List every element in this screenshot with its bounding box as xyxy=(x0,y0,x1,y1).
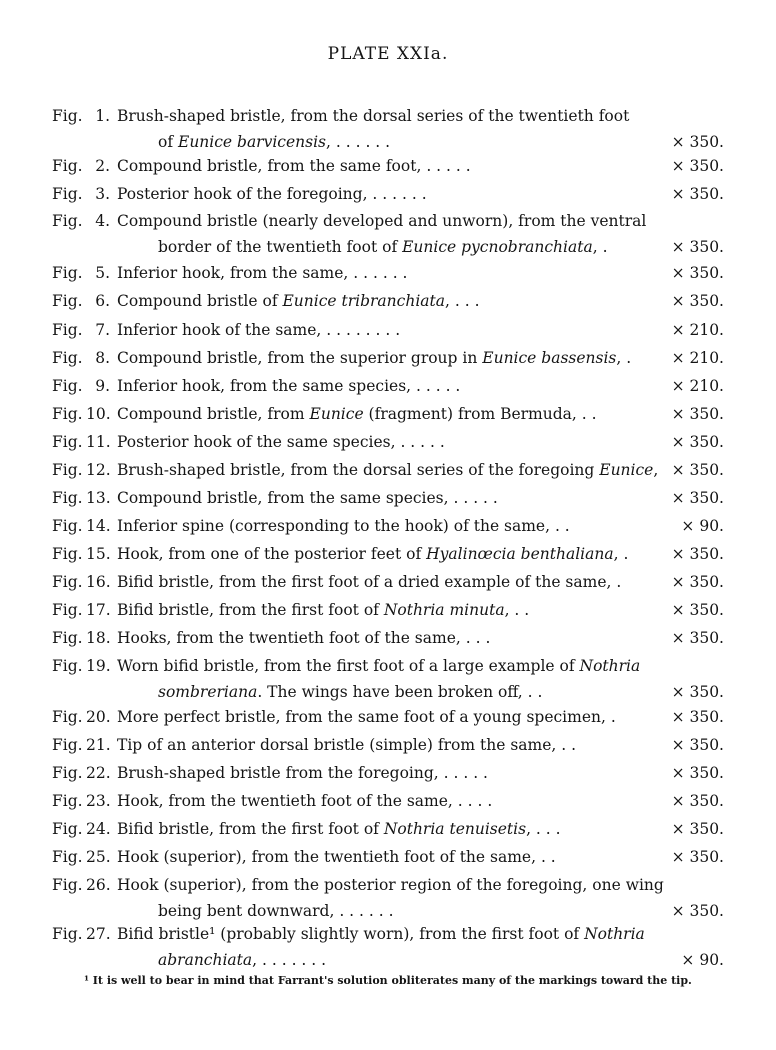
fig-description: Hook (superior), from the posterior region of the foregoing, one wing xyxy=(117,876,664,894)
fig-label: Fig. xyxy=(52,657,83,675)
fig-label: Fig. xyxy=(52,157,83,175)
fig-magnification: × 350. xyxy=(671,708,724,726)
fig-description-continued: of Eunice barvicensis, . . . . . . xyxy=(158,133,391,151)
fig-number: 3. xyxy=(95,185,110,203)
fig-label: Fig. xyxy=(52,489,83,507)
fig-number: 18. xyxy=(86,629,111,647)
fig-number: 24. xyxy=(86,820,111,838)
fig-number: 12. xyxy=(86,461,111,479)
fig-label: Fig. xyxy=(52,792,83,810)
fig-magnification: × 350. xyxy=(671,848,724,866)
fig-magnification: × 350. xyxy=(671,764,724,782)
fig-label: Fig. xyxy=(52,629,83,647)
fig-magnification: × 210. xyxy=(671,377,724,395)
fig-magnification: × 210. xyxy=(671,321,724,339)
fig-magnification: × 350. xyxy=(671,902,724,920)
fig-description: Bifid bristle, from the first foot of Nothria tenuisetis, . . . xyxy=(117,820,561,838)
fig-label: Fig. xyxy=(52,517,83,535)
fig-label: Fig. xyxy=(52,764,83,782)
fig-magnification: × 350. xyxy=(671,133,724,151)
fig-number: 21. xyxy=(86,736,111,754)
fig-description: Hooks, from the twentieth foot of the same, . . . xyxy=(117,629,491,647)
fig-magnification: × 350. xyxy=(671,238,724,256)
fig-magnification: × 350. xyxy=(671,545,724,563)
fig-number: 16. xyxy=(86,573,111,591)
fig-number: 1. xyxy=(95,107,110,125)
fig-number: 27. xyxy=(86,925,111,943)
fig-description: Hook, from one of the posterior feet of Hyalinœcia benthaliana, . xyxy=(117,545,629,563)
fig-description: Tip of an anterior dorsal bristle (simple) from the same, . . xyxy=(117,736,577,754)
fig-description: Posterior hook of the foregoing, . . . . . . xyxy=(117,185,427,203)
fig-number: 6. xyxy=(95,292,110,310)
fig-number: 13. xyxy=(86,489,111,507)
fig-magnification: × 350. xyxy=(671,820,724,838)
fig-magnification: × 90. xyxy=(681,951,724,969)
fig-label: Fig. xyxy=(52,377,83,395)
fig-magnification: × 350. xyxy=(671,601,724,619)
fig-description: Worn bifid bristle, from the first foot of a large example of Nothria xyxy=(117,657,641,675)
fig-number: 25. xyxy=(86,848,111,866)
fig-magnification: × 350. xyxy=(671,736,724,754)
fig-number: 17. xyxy=(86,601,111,619)
fig-description: Inferior hook, from the same, . . . . . . xyxy=(117,264,408,282)
fig-number: 9. xyxy=(95,377,110,395)
fig-description: More perfect bristle, from the same foot of a young specimen, . xyxy=(117,708,616,726)
fig-number: 2. xyxy=(95,157,110,175)
fig-label: Fig. xyxy=(52,736,83,754)
fig-number: 14. xyxy=(86,517,111,535)
fig-label: Fig. xyxy=(52,573,83,591)
footnote: ¹ It is well to bear in mind that Farrant's solution obliterates many of the markings toward the tip. xyxy=(84,974,692,987)
fig-label: Fig. xyxy=(52,349,83,367)
fig-magnification: × 350. xyxy=(671,433,724,451)
fig-number: 8. xyxy=(95,349,110,367)
fig-label: Fig. xyxy=(52,292,83,310)
fig-description: Compound bristle, from the superior group in Eunice bassensis, . xyxy=(117,349,632,367)
fig-magnification: × 350. xyxy=(671,573,724,591)
fig-description: Compound bristle, from Eunice (fragment) from Bermuda, . . xyxy=(117,405,597,423)
fig-number: 19. xyxy=(86,657,111,675)
fig-magnification: × 350. xyxy=(671,185,724,203)
plate-title: PLATE XXIa. xyxy=(327,44,449,64)
fig-magnification: × 350. xyxy=(671,489,724,507)
fig-number: 7. xyxy=(95,321,110,339)
fig-label: Fig. xyxy=(52,321,83,339)
fig-label: Fig. xyxy=(52,405,83,423)
fig-number: 4. xyxy=(95,212,110,230)
fig-label: Fig. xyxy=(52,848,83,866)
fig-description: Compound bristle of Eunice tribranchiata, . . . xyxy=(117,292,480,310)
fig-description: Inferior spine (corresponding to the hook) of the same, . . xyxy=(117,517,570,535)
fig-label: Fig. xyxy=(52,185,83,203)
fig-label: Fig. xyxy=(52,264,83,282)
fig-label: Fig. xyxy=(52,876,83,894)
fig-description: Inferior hook of the same, . . . . . . . . xyxy=(117,321,401,339)
fig-magnification: × 350. xyxy=(671,405,724,423)
fig-description: Hook, from the twentieth foot of the same, . . . . xyxy=(117,792,493,810)
fig-magnification: × 350. xyxy=(671,461,724,479)
fig-magnification: × 350. xyxy=(671,629,724,647)
fig-description: Bifid bristle, from the first foot of Nothria minuta, . . xyxy=(117,601,530,619)
fig-description: Inferior hook, from the same species, . . . . . xyxy=(117,377,461,395)
fig-description: Brush-shaped bristle, from the dorsal series of the foregoing Eunice, xyxy=(117,461,659,479)
fig-number: 23. xyxy=(86,792,111,810)
fig-description-continued: being bent downward, . . . . . . xyxy=(158,902,394,920)
fig-number: 15. xyxy=(86,545,111,563)
fig-description: Compound bristle, from the same foot, . . . . . xyxy=(117,157,471,175)
fig-magnification: × 350. xyxy=(671,157,724,175)
fig-magnification: × 350. xyxy=(671,792,724,810)
fig-description-continued: abranchiata, . . . . . . . xyxy=(158,951,327,969)
fig-description-continued: sombreriana. The wings have been broken off, . . xyxy=(158,683,543,701)
fig-label: Fig. xyxy=(52,925,83,943)
fig-number: 5. xyxy=(95,264,110,282)
fig-description: Posterior hook of the same species, . . . . . xyxy=(117,433,445,451)
fig-description-continued: border of the twentieth foot of Eunice pycnobranchiata, . xyxy=(158,238,608,256)
fig-description: Brush-shaped bristle from the foregoing, . . . . . xyxy=(117,764,488,782)
fig-label: Fig. xyxy=(52,107,83,125)
fig-magnification: × 90. xyxy=(681,517,724,535)
fig-label: Fig. xyxy=(52,545,83,563)
fig-description: Compound bristle (nearly developed and unworn), from the ventral xyxy=(117,212,647,230)
fig-magnification: × 350. xyxy=(671,292,724,310)
fig-label: Fig. xyxy=(52,212,83,230)
fig-magnification: × 350. xyxy=(671,683,724,701)
fig-magnification: × 210. xyxy=(671,349,724,367)
fig-description: Hook (superior), from the twentieth foot of the same, . . xyxy=(117,848,556,866)
fig-number: 22. xyxy=(86,764,111,782)
fig-description: Bifid bristle, from the first foot of a dried example of the same, . xyxy=(117,573,622,591)
fig-label: Fig. xyxy=(52,820,83,838)
fig-number: 26. xyxy=(86,876,111,894)
fig-number: 20. xyxy=(86,708,111,726)
fig-number: 11. xyxy=(86,433,111,451)
fig-label: Fig. xyxy=(52,433,83,451)
fig-number: 10. xyxy=(86,405,111,423)
fig-description: Bifid bristle¹ (probably slightly worn), from the first foot of Nothria xyxy=(117,925,645,943)
fig-label: Fig. xyxy=(52,708,83,726)
fig-description: Compound bristle, from the same species, . . . . . xyxy=(117,489,498,507)
fig-description: Brush-shaped bristle, from the dorsal series of the twentieth foot xyxy=(117,107,630,125)
fig-label: Fig. xyxy=(52,601,83,619)
fig-magnification: × 350. xyxy=(671,264,724,282)
fig-label: Fig. xyxy=(52,461,83,479)
